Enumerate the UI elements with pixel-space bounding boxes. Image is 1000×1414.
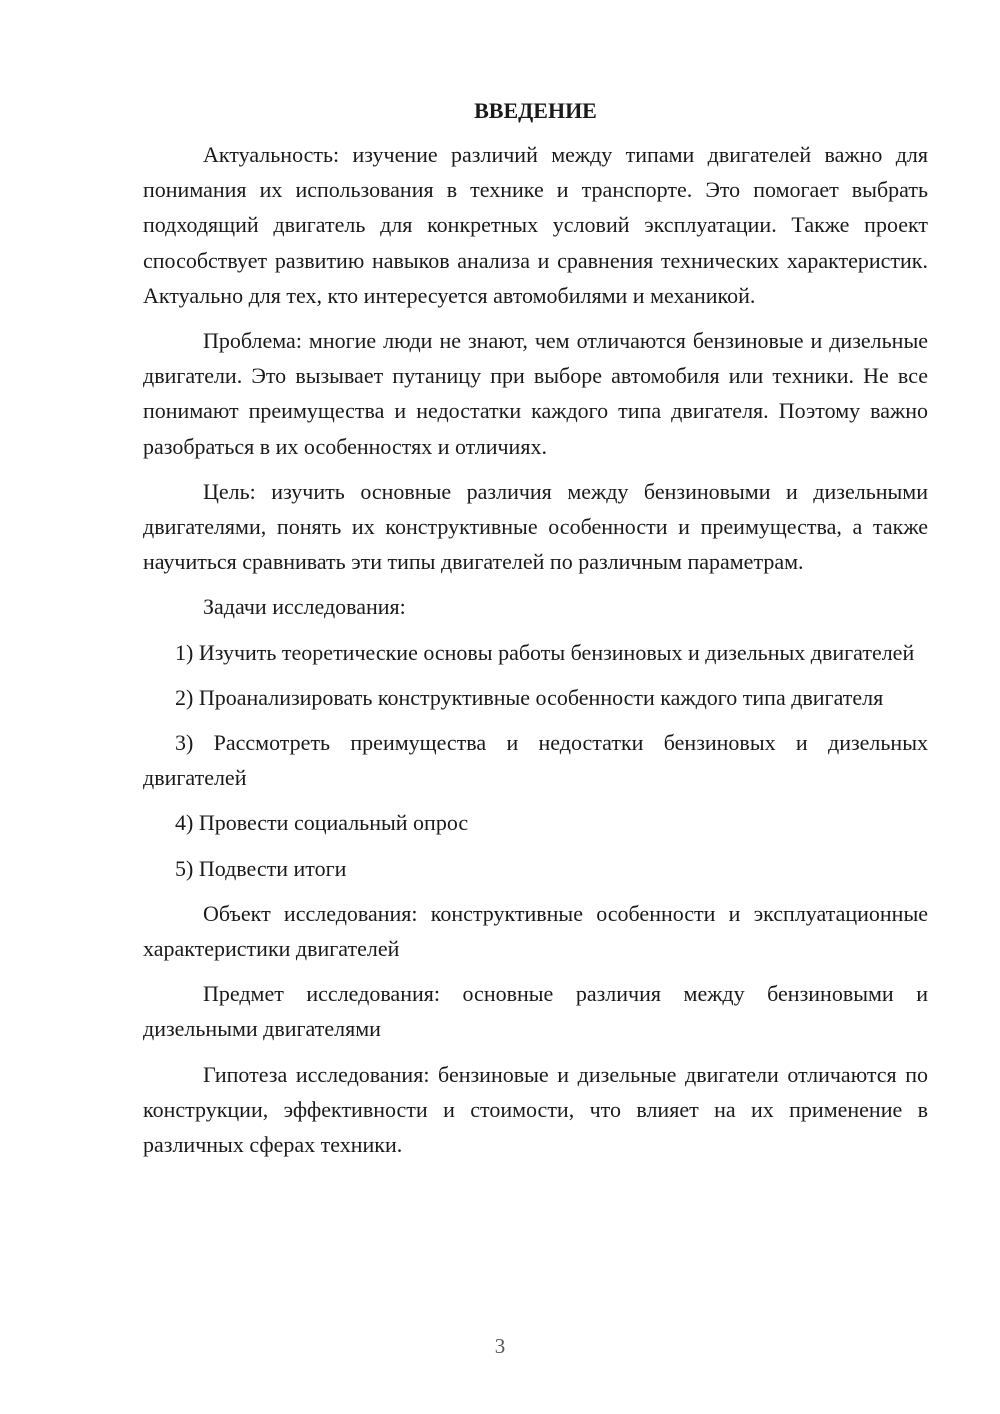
tasks-heading: Задачи исследования: [203, 594, 406, 620]
document-page [143, 95, 928, 1172]
page-title: ВВЕДЕНИЕ [474, 98, 597, 123]
task-item-4: 4) Провести социальный опрос [175, 810, 469, 836]
object-paragraph: Объект исследования: конструктивные особенности и эксплуатационные характеристики двигателей [143, 900, 928, 962]
hypothesis-paragraph: Гипотеза исследования: бензиновые и дизельные двигатели отличаются по конструкции, эффективности и стоимости, что влияет на их применение в различных сферах техники. [143, 1061, 928, 1158]
problem-paragraph: Проблема: многие люди не знают, чем отличаются бензиновые и дизельные двигатели. Это вызывает путаницу при выборе автомобиля или техники. Не все понимают преимущества и недостатки каждого типа двигателя. Поэтому важно разобраться в их особенностях и отличиях. [143, 328, 928, 459]
goal-paragraph: Цель: изучить основные различия между бензиновыми и дизельными двигателями, понять их конструктивные особенности и преимущества, а также научиться сравнивать эти типы двигателей по различным параметрам. [143, 478, 928, 575]
subject-paragraph: Предмет исследования: основные различия между бензиновыми и дизельными двигателями [143, 981, 928, 1042]
task-item-5: 5) Подвести итоги [175, 855, 347, 881]
task-item-2: 2) Проанализировать конструктивные особенности каждого типа двигателя [175, 684, 884, 710]
relevance-paragraph: Актуальность: изучение различий между типами двигателей важно для понимания их использования в технике и транспорте. Это помогает выбрать подходящий двигатель для конкретных условий эксплуатации. Также проект способствует развитию навыков анализа и сравнения технических характеристик. Актуально для тех, кто интересуется автомобилями и механикой. [143, 142, 928, 308]
task-item-3: 3) Рассмотреть преимущества и недостатки бензиновых и дизельных двигателей [143, 730, 928, 791]
task-item-1: 1) Изучить теоретические основы работы бензиновых и дизельных двигателей [175, 639, 915, 665]
page-number: 3 [494, 1334, 506, 1358]
